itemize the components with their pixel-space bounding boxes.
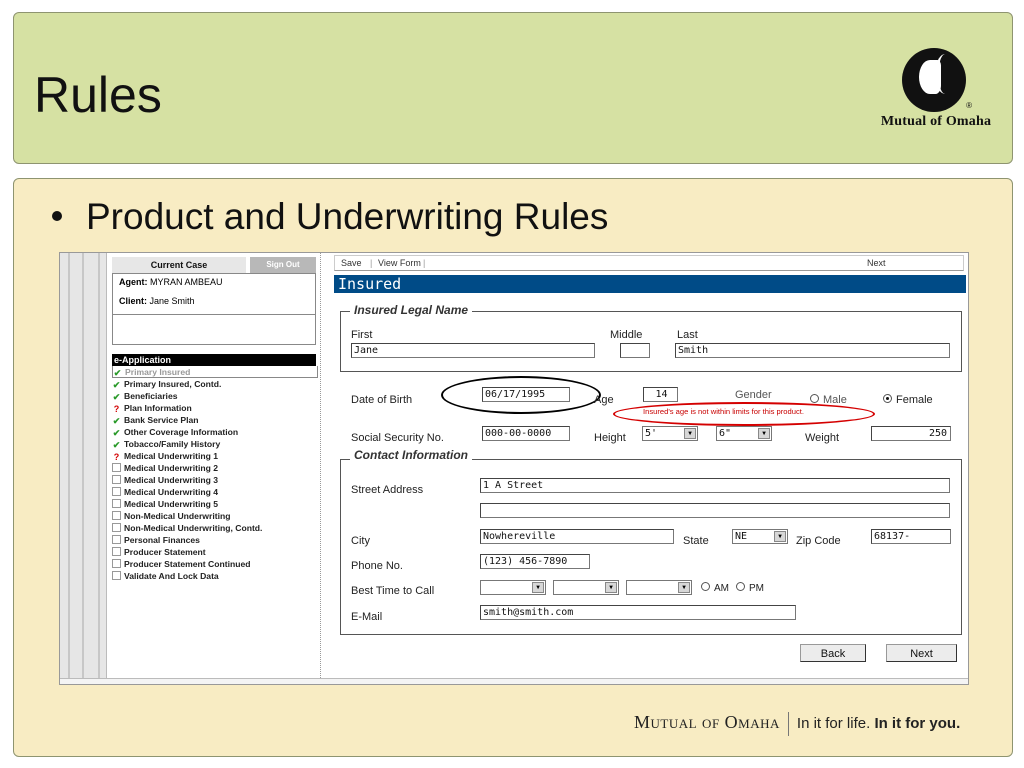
screenshot-bottom-edge xyxy=(60,678,969,685)
indian-head-emblem-icon: ® xyxy=(902,48,966,112)
chevron-down-icon: ▼ xyxy=(678,582,690,593)
sidebar xyxy=(108,253,321,684)
legal-name-fieldset xyxy=(340,311,962,372)
weight-input[interactable]: 250 xyxy=(871,426,951,441)
male-label: Male xyxy=(823,394,847,406)
best-time-label: Best Time to Call xyxy=(351,585,435,597)
checkmark-icon: ✔ xyxy=(113,368,122,378)
sidebar-item-label: Medical Underwriting 4 xyxy=(124,487,219,497)
last-name-label: Last xyxy=(677,329,698,341)
client-label: Client: xyxy=(119,296,147,306)
e-application-nav xyxy=(112,366,318,582)
sidebar-item[interactable] xyxy=(112,426,318,438)
section-title-bar: Insured xyxy=(334,275,966,293)
sign-out-button[interactable]: Sign Out xyxy=(250,257,316,273)
left-rail xyxy=(60,253,107,684)
age-error-message: Insured's age is not within limits for this product. xyxy=(643,407,804,416)
email-input[interactable]: smith@smith.com xyxy=(480,605,796,620)
footer-tagline-b: In it for you. xyxy=(874,715,961,732)
sidebar-item-label: Non-Medical Underwriting, Contd. xyxy=(124,523,263,533)
sidebar-item[interactable] xyxy=(112,450,318,462)
bullet-point xyxy=(52,196,608,238)
empty-checkbox-icon xyxy=(112,571,121,580)
sidebar-item-label: Other Coverage Information xyxy=(124,427,239,437)
sidebar-item[interactable] xyxy=(112,498,318,510)
female-label: Female xyxy=(896,394,933,406)
sidebar-item[interactable] xyxy=(112,390,318,402)
empty-checkbox-icon xyxy=(112,487,121,496)
slide-title: Rules xyxy=(34,67,162,123)
sidebar-item[interactable] xyxy=(112,378,318,390)
sidebar-item-label: Plan Information xyxy=(124,403,192,413)
city-label: City xyxy=(351,535,370,547)
bullet-icon xyxy=(52,211,62,221)
view-form-link[interactable]: View Form xyxy=(378,258,421,268)
sidebar-item[interactable] xyxy=(112,534,318,546)
sidebar-item-label: Medical Underwriting 5 xyxy=(124,499,219,509)
sidebar-item-label: Producer Statement xyxy=(124,547,206,557)
pm-radio[interactable] xyxy=(736,582,764,594)
chevron-down-icon: ▼ xyxy=(774,531,786,542)
gender-female-radio[interactable] xyxy=(883,394,933,406)
toolbar-separator: | xyxy=(370,258,373,268)
empty-checkbox-icon xyxy=(112,511,121,520)
checkmark-icon: ✔ xyxy=(112,416,121,426)
sidebar-item[interactable] xyxy=(112,570,318,582)
current-case-title: Current Case xyxy=(112,257,246,273)
empty-checkbox-icon xyxy=(112,463,121,472)
footer-divider xyxy=(788,712,789,736)
main-form-area xyxy=(326,253,969,684)
sidebar-item-label: Primary Insured, Contd. xyxy=(124,379,222,389)
phone-label: Phone No. xyxy=(351,560,403,572)
toolbar-next-link[interactable]: Next xyxy=(867,258,886,268)
sidebar-item[interactable] xyxy=(112,510,318,522)
ssn-input[interactable]: 000-00-0000 xyxy=(482,426,570,441)
street-address-line2-input[interactable] xyxy=(480,503,950,518)
sidebar-item-label: Tobacco/Family History xyxy=(124,439,221,449)
empty-checkbox-icon xyxy=(112,535,121,544)
checkmark-icon: ✔ xyxy=(112,380,121,390)
empty-checkbox-icon xyxy=(112,559,121,568)
logo-wordmark: Mutual of Omaha xyxy=(880,114,992,129)
chevron-down-icon: ▼ xyxy=(684,428,696,439)
current-case-header xyxy=(112,257,316,273)
sidebar-item-label: Bank Service Plan xyxy=(124,415,199,425)
best-time-hour-select[interactable] xyxy=(480,580,546,595)
back-button[interactable]: Back xyxy=(800,644,866,662)
height-inches-value: 6" xyxy=(719,428,732,439)
pm-label: PM xyxy=(749,583,764,594)
checkmark-icon: ✔ xyxy=(112,440,121,450)
state-value: NE xyxy=(735,531,748,542)
ssn-label: Social Security No. xyxy=(351,432,444,444)
sidebar-item[interactable] xyxy=(112,438,318,450)
sidebar-item[interactable] xyxy=(112,414,318,426)
sidebar-item-label: Primary Insured xyxy=(125,367,191,377)
height-feet-select[interactable] xyxy=(642,426,698,441)
age-label: Age xyxy=(594,394,614,406)
dob-label: Date of Birth xyxy=(351,394,413,406)
zip-code-label: Zip Code xyxy=(796,535,841,547)
chevron-down-icon: ▼ xyxy=(605,582,617,593)
sidebar-item[interactable] xyxy=(112,402,318,414)
mutual-of-omaha-logo xyxy=(872,48,1000,140)
sidebar-item[interactable] xyxy=(112,462,318,474)
height-inches-select[interactable] xyxy=(716,426,772,441)
agent-value: MYRAN AMBEAU xyxy=(150,277,223,287)
height-feet-value: 5' xyxy=(645,428,658,439)
form-toolbar xyxy=(334,255,964,271)
gender-label: Gender xyxy=(735,389,772,401)
chevron-down-icon: ▼ xyxy=(532,582,544,593)
radio-off-icon xyxy=(701,582,710,591)
city-input[interactable]: Nowhereville xyxy=(480,529,674,544)
radio-off-icon xyxy=(810,394,819,403)
empty-checkbox-icon xyxy=(112,499,121,508)
sidebar-item[interactable] xyxy=(112,522,318,534)
next-button[interactable]: Next xyxy=(886,644,957,662)
sidebar-item-label: Medical Underwriting 3 xyxy=(124,475,219,485)
radio-off-icon xyxy=(736,582,745,591)
sidebar-item-label: Medical Underwriting 2 xyxy=(124,463,219,473)
sidebar-item-label: Personal Finances xyxy=(124,535,200,545)
last-name-input[interactable]: Smith xyxy=(675,343,950,358)
empty-checkbox-icon xyxy=(112,547,121,556)
zip-code-input[interactable]: 68137- xyxy=(871,529,951,544)
street-address-input[interactable]: 1 A Street xyxy=(480,478,950,493)
agent-label: Agent: xyxy=(119,277,148,287)
state-label: State xyxy=(683,535,709,547)
title-panel xyxy=(13,12,1013,164)
chevron-down-icon: ▼ xyxy=(758,428,770,439)
sidebar-item-label: Beneficiaries xyxy=(124,391,178,401)
toolbar-separator: | xyxy=(423,258,426,268)
sidebar-item[interactable] xyxy=(112,366,318,378)
empty-checkbox-icon xyxy=(112,523,121,532)
save-link[interactable]: Save xyxy=(341,258,362,268)
empty-checkbox-icon xyxy=(112,475,121,484)
checkmark-icon: ✔ xyxy=(112,428,121,438)
legal-name-legend: Insured Legal Name xyxy=(350,303,472,317)
phone-input[interactable]: (123) 456-7890 xyxy=(480,554,590,569)
bullet-text: Product and Underwriting Rules xyxy=(86,196,609,237)
am-radio[interactable] xyxy=(701,582,729,594)
footer-branding xyxy=(634,712,960,736)
sidebar-item[interactable] xyxy=(112,546,318,558)
age-input[interactable]: 14 xyxy=(643,387,678,402)
sidebar-item-label: Medical Underwriting 1 xyxy=(124,451,219,461)
middle-name-label: Middle xyxy=(610,329,643,341)
dob-highlight-ellipse xyxy=(441,376,601,414)
checkmark-icon: ✔ xyxy=(112,392,121,402)
e-application-header: e-Application xyxy=(112,354,316,366)
sidebar-item-label: Validate And Lock Data xyxy=(124,571,219,581)
sidebar-item-label: Non-Medical Underwriting xyxy=(124,511,231,521)
am-label: AM xyxy=(714,583,729,594)
street-address-label: Street Address xyxy=(351,484,424,496)
dob-input[interactable]: 06/17/1995 xyxy=(482,387,570,402)
client-value: Jane Smith xyxy=(149,296,195,306)
sidebar-item[interactable] xyxy=(112,558,318,570)
first-name-label: First xyxy=(351,329,373,341)
state-select[interactable] xyxy=(732,529,788,544)
best-time-minute-select[interactable] xyxy=(553,580,619,595)
footer-brand: Mutual of Omaha xyxy=(634,712,780,732)
case-info xyxy=(112,273,316,345)
sidebar-item[interactable] xyxy=(112,486,318,498)
middle-name-input[interactable] xyxy=(620,343,650,358)
question-mark-icon: ? xyxy=(113,452,120,462)
sidebar-item[interactable] xyxy=(112,474,318,486)
height-label: Height xyxy=(594,432,626,444)
application-screenshot xyxy=(59,252,969,685)
email-label: E-Mail xyxy=(351,611,383,623)
best-time-day-select[interactable] xyxy=(626,580,692,595)
weight-label: Weight xyxy=(805,432,840,444)
radio-on-icon xyxy=(883,394,892,403)
contact-info-legend: Contact Information xyxy=(350,448,472,462)
footer-tagline-a: In it for life. xyxy=(796,715,871,732)
sidebar-item-label: Producer Statement Continued xyxy=(124,559,251,569)
question-mark-icon: ? xyxy=(113,404,120,414)
first-name-input[interactable]: Jane xyxy=(351,343,595,358)
